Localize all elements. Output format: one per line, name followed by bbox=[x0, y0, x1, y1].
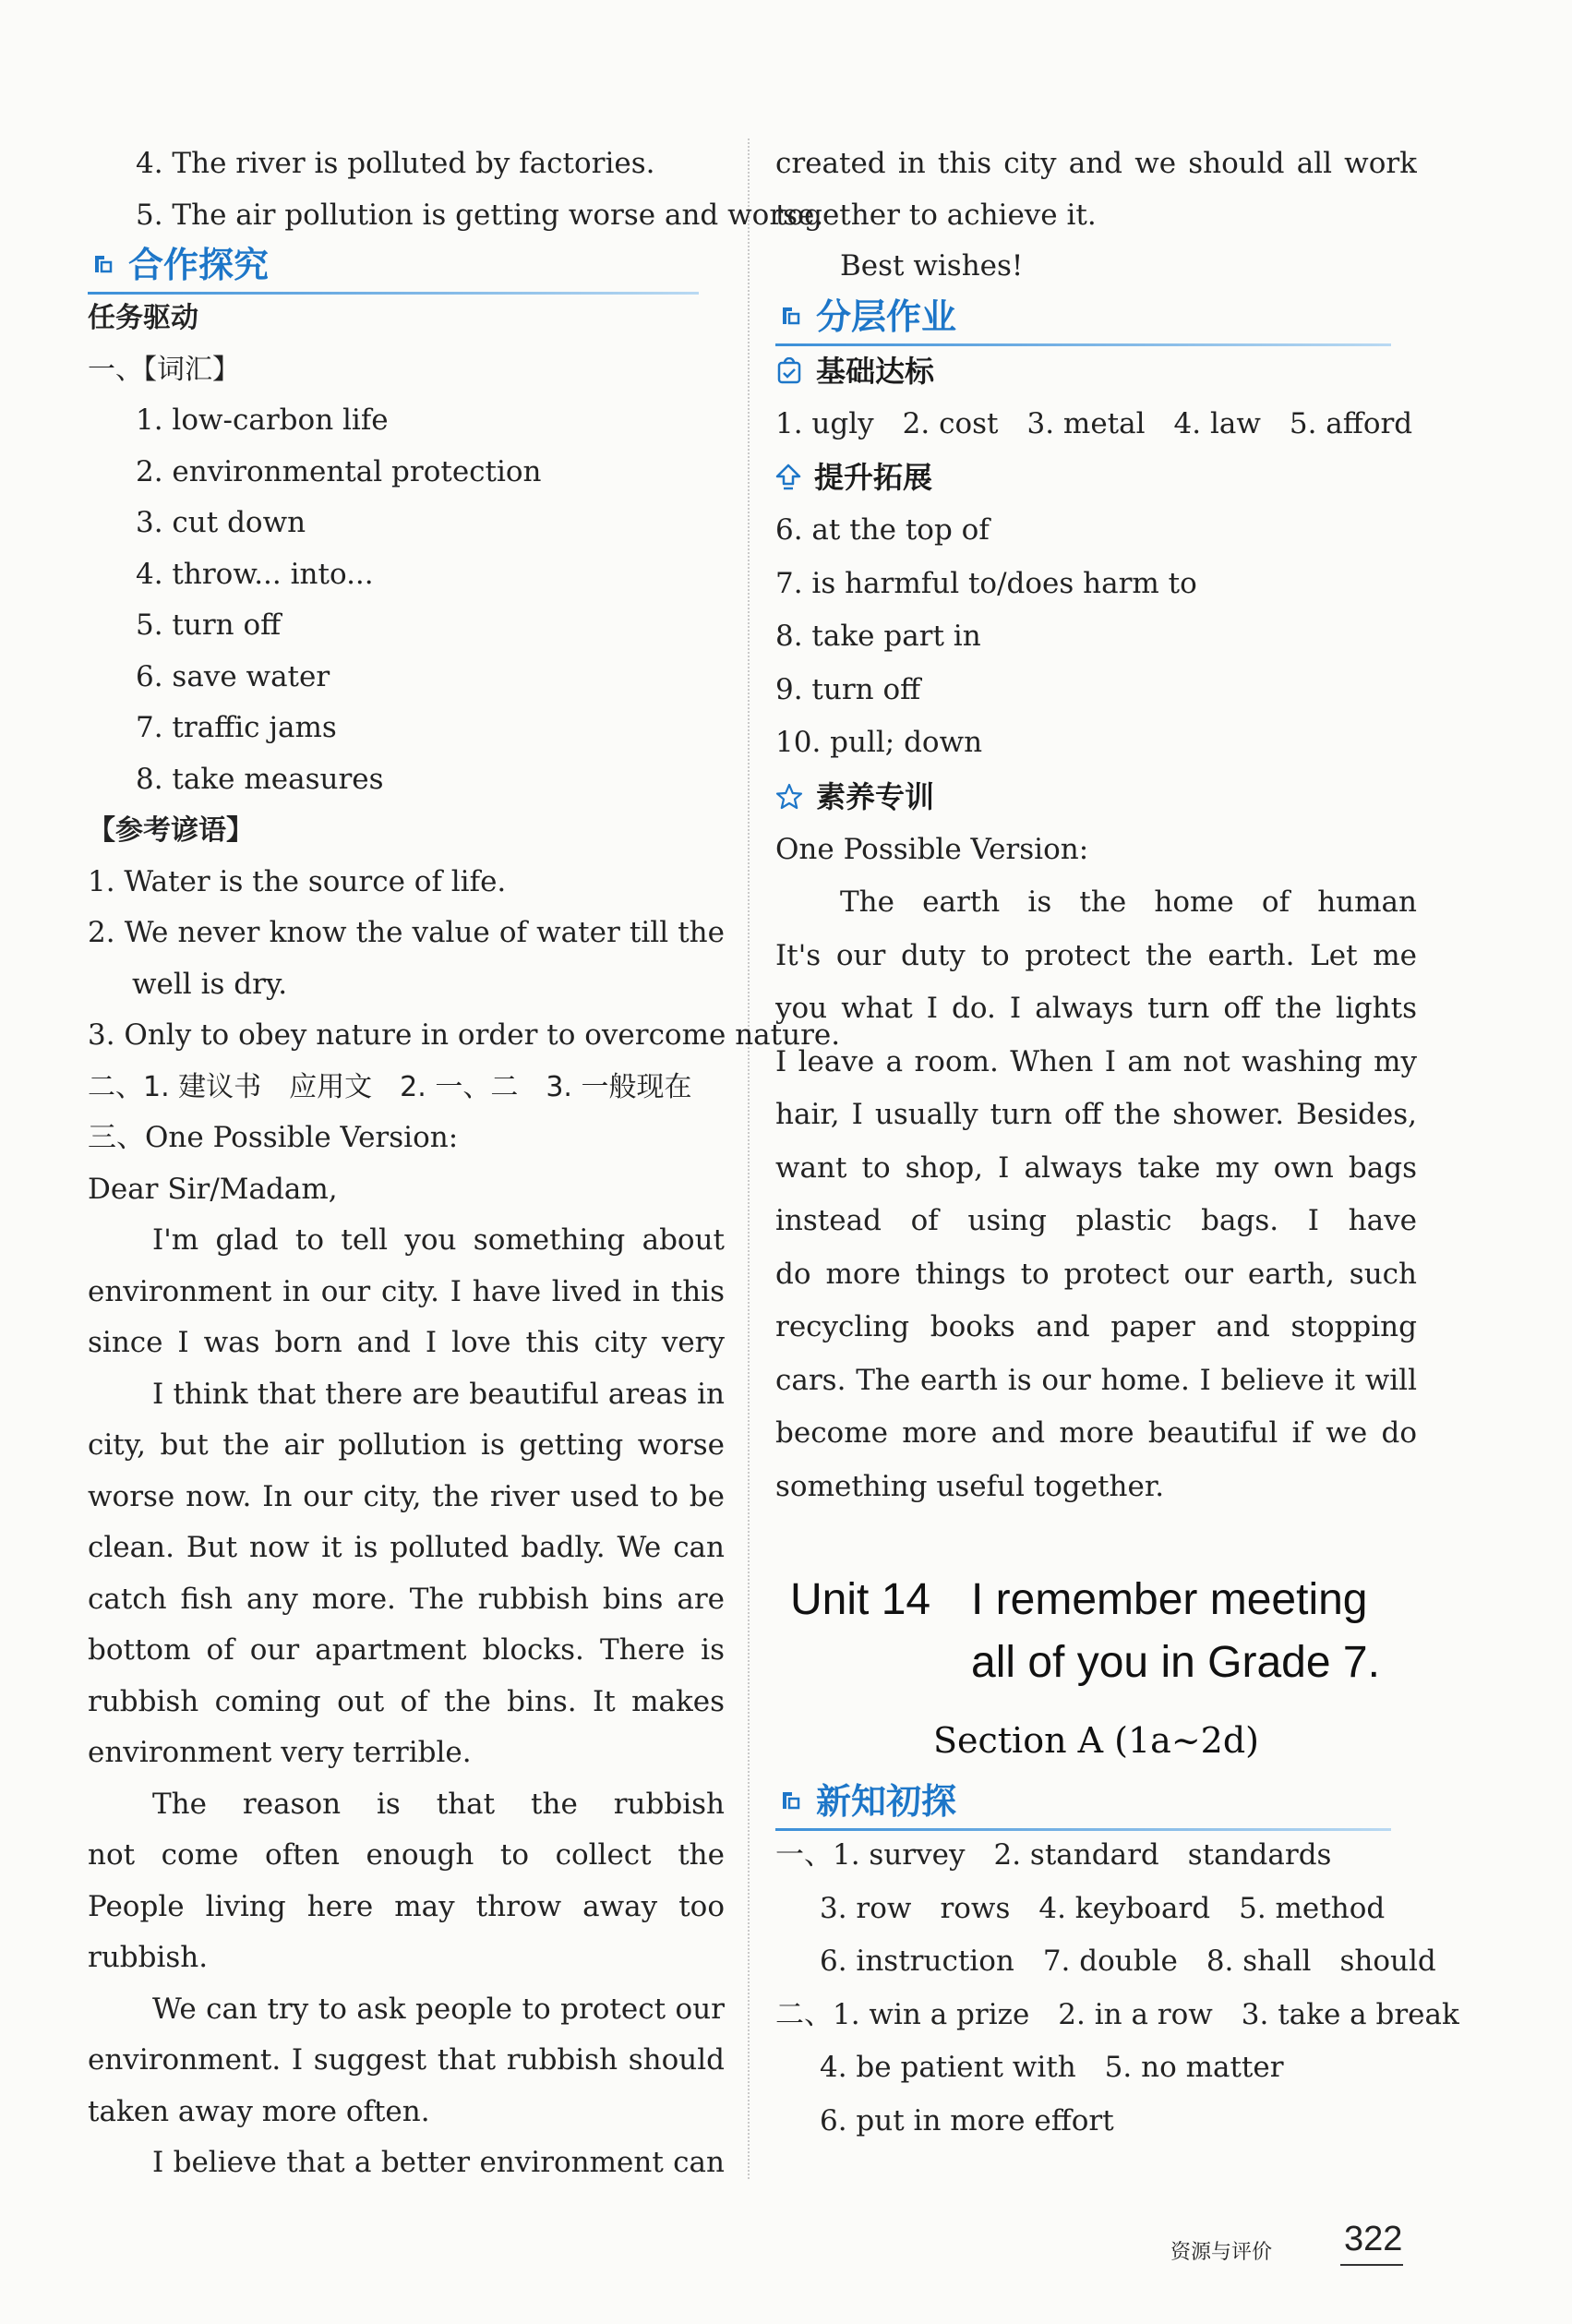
new-answer: 二、1. win a prize 2. in a row 3. take a break bbox=[775, 1997, 1459, 2031]
essay-line: I leave a room. When I am not washing my bbox=[775, 1044, 1417, 1078]
letter-line: environment very terrible. bbox=[88, 1736, 472, 1769]
proverb-item: 3. Only to obey nature in order to overcome nature. bbox=[88, 1018, 841, 1052]
section-heading-label: 新知初探 bbox=[816, 1781, 957, 1822]
section-heading-cooperation bbox=[88, 241, 725, 293]
clipboard-icon bbox=[775, 357, 803, 385]
unit-title-line: all of you in Grade 7. bbox=[971, 1638, 1380, 1687]
section-heading-label: 分层作业 bbox=[816, 295, 957, 337]
section-heading-new-knowledge bbox=[775, 1777, 1417, 1829]
letter-closing: Best wishes! bbox=[840, 249, 1024, 283]
vocab-item: 5. turn off bbox=[136, 608, 282, 642]
raise-answer: 10. pull; down bbox=[775, 726, 983, 759]
letter-line: since I was born and I love this city very bbox=[88, 1326, 725, 1359]
essay-line: instead of using plastic bags. I have bbox=[775, 1204, 1417, 1237]
essay-line: something useful together. bbox=[775, 1469, 1165, 1503]
vocab-label: 一、【词汇】 bbox=[88, 353, 240, 386]
star-icon bbox=[775, 783, 803, 811]
page-number-underline bbox=[1340, 2264, 1403, 2266]
subheading-quality bbox=[775, 770, 1417, 824]
essay-line: The earth is the home of human bbox=[840, 885, 1417, 919]
letter-line: The reason is that the rubbish bbox=[152, 1787, 725, 1821]
vocab-item: 7. traffic jams bbox=[136, 711, 337, 744]
column-divider bbox=[748, 138, 750, 2179]
new-answer: 4. be patient with 5. no matter bbox=[820, 2051, 1284, 2084]
section-heading-homework bbox=[775, 293, 1417, 344]
subheading-basic bbox=[775, 344, 1417, 398]
letter-line: I think that there are beautiful areas in bbox=[152, 1377, 725, 1411]
section-title: Section A (1a~2d) bbox=[932, 1720, 1259, 1761]
subheading-raise bbox=[775, 451, 1417, 504]
essay-line: become more and more beautiful if we do bbox=[775, 1416, 1417, 1450]
vocab-item: 8. take measures bbox=[136, 762, 384, 796]
essay-line: cars. The earth is our home. I believe it will bbox=[775, 1363, 1417, 1397]
letter-line: People living here may throw away too bbox=[88, 1889, 725, 1923]
letter-line: clean. But now it is polluted badly. We can bbox=[88, 1531, 725, 1564]
heading-underline bbox=[88, 292, 699, 295]
subheading-label: 提升拓展 bbox=[814, 460, 933, 495]
letter-line: I'm glad to tell you something about bbox=[152, 1223, 725, 1257]
left-column bbox=[88, 138, 841, 2189]
essay-line: hair, I usually turn off the shower. Besides, bbox=[775, 1098, 1417, 1131]
essay-line: want to shop, I always take my own bags bbox=[775, 1150, 1417, 1185]
letter-line: environment in our city. I have lived in this bbox=[88, 1274, 725, 1308]
vocab-item: 6. save water bbox=[136, 659, 330, 693]
spacer bbox=[775, 1513, 1417, 1574]
essay-line: do more things to protect our earth, such bbox=[775, 1257, 1417, 1291]
right-column bbox=[775, 138, 1459, 2148]
part2-answers: 二、1. 建议书 应用文 2. 一、二 3. 一般现在 bbox=[88, 1070, 692, 1103]
task-label: 任务驱动 bbox=[88, 302, 198, 334]
letter-line: We can try to ask people to protect our bbox=[152, 1992, 725, 2026]
tag-icon bbox=[93, 254, 114, 276]
quality-version-label: One Possible Version: bbox=[775, 832, 1089, 866]
part3-label: 三、One Possible Version: bbox=[88, 1121, 459, 1154]
essay-line: you what I do. I always turn off the lights bbox=[775, 992, 1417, 1025]
tag-icon bbox=[781, 306, 801, 328]
section-heading-label: 合作探究 bbox=[128, 245, 270, 285]
new-answer: 一、1. survey 2. standard standards bbox=[775, 1838, 1332, 1872]
subheading-label: 基础达标 bbox=[816, 353, 935, 389]
raise-answer: 8. take part in bbox=[775, 620, 981, 653]
raise-answer: 9. turn off bbox=[775, 672, 921, 706]
raise-answer: 7. is harmful to/does harm to bbox=[775, 566, 1197, 600]
raise-answer: 6. at the top of bbox=[775, 513, 990, 547]
proverb-item: well is dry. bbox=[132, 967, 288, 1001]
basic-answers: 1. ugly 2. cost 3. metal 4. law 5. afford bbox=[775, 406, 1413, 440]
heading-underline bbox=[775, 343, 1391, 346]
heading-underline bbox=[775, 1828, 1391, 1831]
page-number: 322 bbox=[1344, 2220, 1403, 2258]
essay-line: recycling books and paper and stopping bbox=[775, 1310, 1417, 1343]
letter-line: together to achieve it. bbox=[775, 198, 1097, 232]
new-answer: 6. put in more effort bbox=[820, 2103, 1114, 2137]
subheading-label: 素养专训 bbox=[816, 778, 935, 814]
answer-item: 4. The river is polluted by factories. bbox=[136, 147, 655, 180]
unit-title-line: I remember meeting bbox=[971, 1575, 1368, 1624]
answer-item: 5. The air pollution is getting worse and worse. bbox=[136, 198, 824, 232]
letter-line: Dear Sir/Madam, bbox=[88, 1172, 338, 1206]
footer-label: 资源与评价 bbox=[1170, 2241, 1273, 2264]
letter-line: environment. I suggest that rubbish should bbox=[88, 2043, 725, 2077]
vocab-item: 1. low-carbon life bbox=[136, 403, 389, 437]
tag-icon bbox=[781, 1790, 801, 1812]
letter-line: catch fish any more. The rubbish bins are bbox=[88, 1582, 725, 1616]
arrow-up-icon bbox=[775, 464, 801, 491]
vocab-item: 2. environmental protection bbox=[136, 454, 542, 488]
letter-line: I believe that a better environment can bbox=[152, 2146, 725, 2179]
new-answer: 3. row rows 4. keyboard 5. method bbox=[820, 1891, 1386, 1925]
unit-number: Unit 14 bbox=[790, 1575, 931, 1624]
essay-line: It's our duty to protect the earth. Let me bbox=[775, 938, 1417, 972]
letter-line: worse now. In our city, the river used to be bbox=[88, 1479, 725, 1513]
letter-line: taken away more often. bbox=[88, 2094, 430, 2128]
letter-line: not come often enough to collect the bbox=[88, 1838, 725, 1872]
new-answer: 6. instruction 7. double 8. shall should bbox=[820, 1945, 1436, 1978]
vocab-item: 3. cut down bbox=[136, 506, 306, 539]
proverb-item: 2. We never know the value of water till the bbox=[88, 916, 725, 949]
proverb-item: 1. Water is the source of life. bbox=[88, 864, 507, 898]
vocab-item: 4. throw... into... bbox=[136, 557, 374, 591]
unit-title bbox=[775, 1574, 1417, 1704]
proverbs-label: 【参考谚语】 bbox=[88, 814, 254, 847]
letter-line: city, but the air pollution is getting worse bbox=[88, 1428, 725, 1462]
letter-line: bottom of our apartment blocks. There is bbox=[88, 1633, 725, 1667]
letter-line: created in this city and we should all work bbox=[775, 147, 1417, 180]
letter-line: rubbish coming out of the bins. It makes bbox=[88, 1684, 725, 1718]
letter-line: rubbish. bbox=[88, 1941, 209, 1974]
